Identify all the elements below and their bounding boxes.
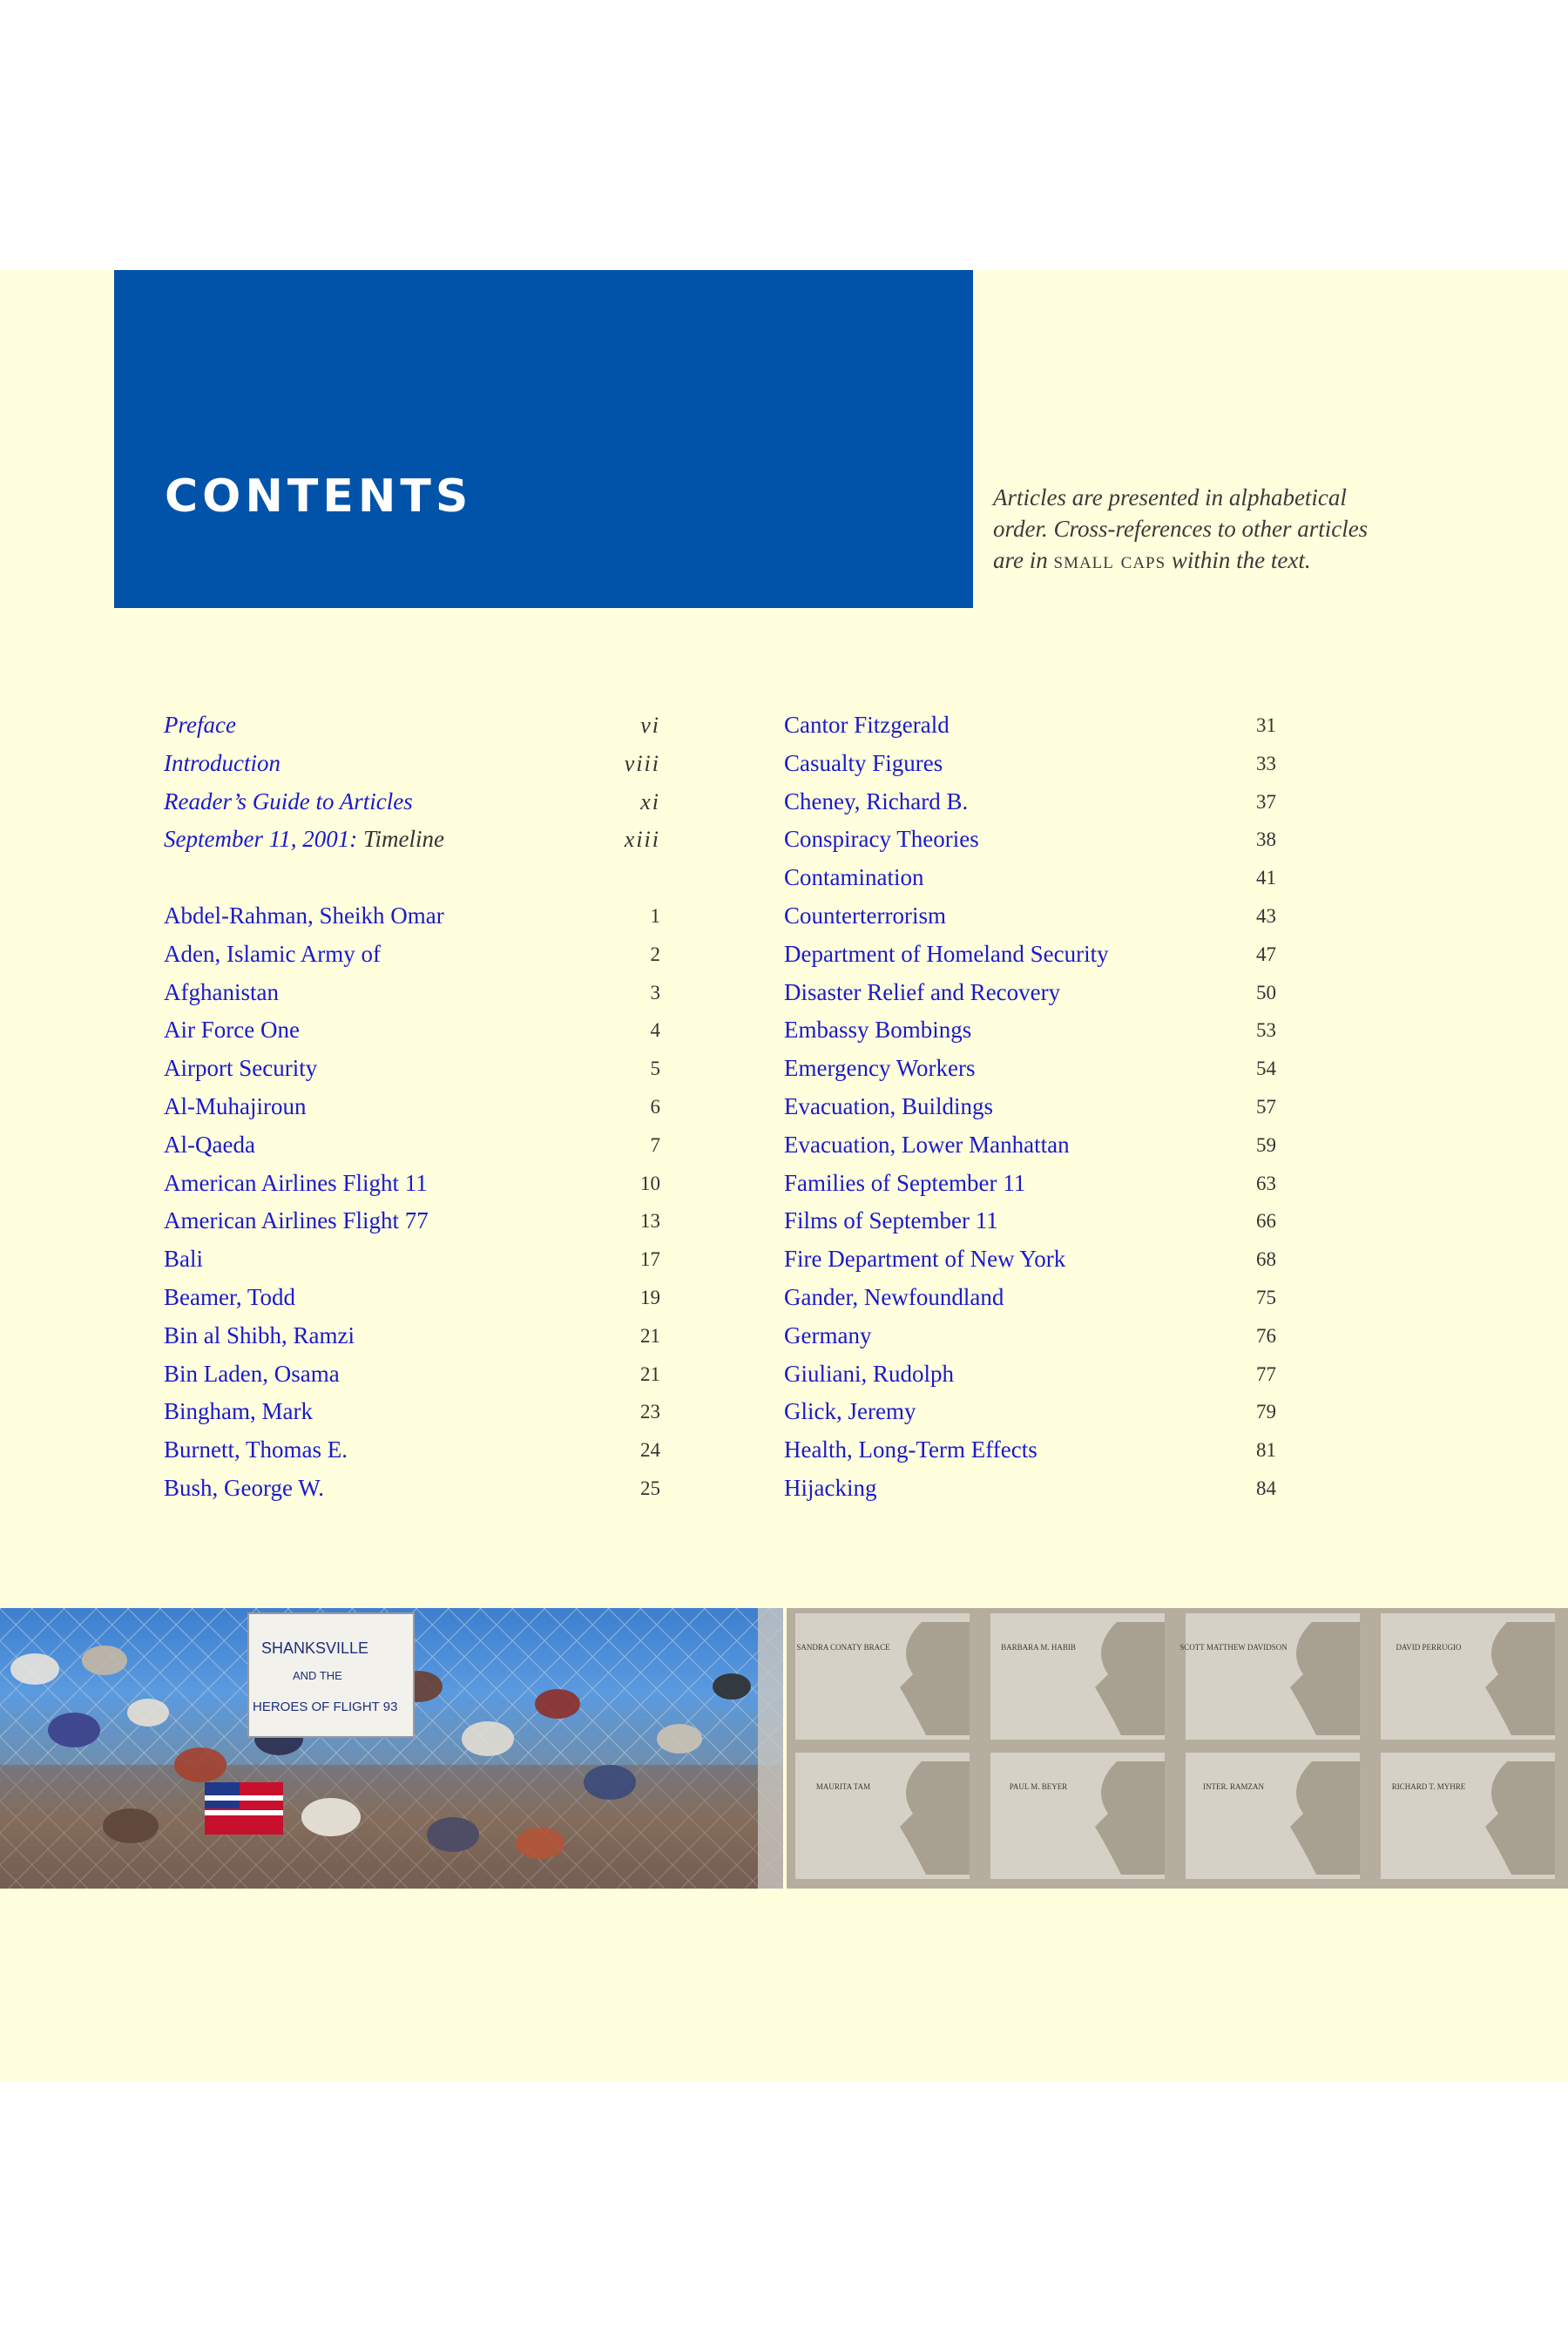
plaque-name: BARBARA M. HABIB bbox=[1001, 1643, 1076, 1652]
toc-entry[interactable] bbox=[784, 706, 1276, 745]
toc-entry-page: 57 bbox=[1256, 1095, 1276, 1118]
toc-entry-title: Preface bbox=[164, 712, 236, 738]
toc-entry-page: xi bbox=[640, 788, 660, 814]
toc-entry-title: Cantor Fitzgerald bbox=[784, 712, 950, 738]
toc-entry-title: Emergency Workers bbox=[784, 1055, 976, 1082]
toc-entry-page: 76 bbox=[1256, 1324, 1276, 1347]
toc-entry-title: Health, Long-Term Effects bbox=[784, 1436, 1037, 1463]
toc-entry[interactable] bbox=[784, 1126, 1276, 1165]
toc-entry-page: 54 bbox=[1256, 1058, 1276, 1080]
toc-entry-title: Evacuation, Lower Manhattan bbox=[784, 1131, 1070, 1158]
toc-entry-title: Conspiracy Theories bbox=[784, 826, 979, 853]
toc-entry[interactable] bbox=[164, 1240, 660, 1279]
toc-entry-title: Afghanistan bbox=[164, 978, 279, 1005]
toc-entry[interactable] bbox=[164, 1011, 660, 1050]
toc-entry[interactable] bbox=[784, 1393, 1276, 1431]
toc-entry-page: 21 bbox=[640, 1324, 660, 1347]
toc-entry-page: 38 bbox=[1256, 828, 1276, 851]
plaque-name: MAURITA TAM bbox=[815, 1782, 871, 1791]
toc-column-left bbox=[164, 706, 660, 1508]
toc-entry-title: Aden, Islamic Army of bbox=[164, 940, 381, 967]
toc-entry[interactable] bbox=[164, 1279, 660, 1317]
timeline-title-plain: Timeline bbox=[357, 826, 444, 853]
toc-entry-title: Department of Homeland Security bbox=[784, 940, 1109, 967]
toc-entry-page: 4 bbox=[650, 1019, 660, 1042]
toc-entry-page: 2 bbox=[650, 943, 660, 965]
toc-entry-title: Abdel-Rahman, Sheikh Omar bbox=[164, 902, 444, 929]
toc-entry[interactable] bbox=[164, 1050, 660, 1088]
toc-entry[interactable] bbox=[784, 936, 1276, 974]
toc-entry[interactable] bbox=[784, 1202, 1276, 1240]
plaque-name: DAVID PERRUGIO bbox=[1396, 1643, 1462, 1652]
toc-entry-page: 33 bbox=[1256, 752, 1276, 774]
toc-entry-title: Air Force One bbox=[164, 1017, 300, 1044]
toc-entry[interactable] bbox=[784, 1050, 1276, 1088]
toc-entry-title: Bingham, Mark bbox=[164, 1398, 313, 1425]
plaque-name: SCOTT MATTHEW DAVIDSON bbox=[1179, 1643, 1288, 1652]
sign-line-2: AND THE bbox=[293, 1669, 342, 1682]
toc-entry[interactable] bbox=[784, 859, 1276, 897]
toc-entry-title: Gander, Newfoundland bbox=[784, 1283, 1004, 1310]
toc-entry[interactable] bbox=[784, 1088, 1276, 1126]
toc-entry-title: Bali bbox=[164, 1246, 203, 1273]
arrangement-note bbox=[993, 482, 1402, 576]
toc-entry-title: Al-Qaeda bbox=[164, 1131, 255, 1158]
toc-entry[interactable] bbox=[164, 897, 660, 936]
toc-entry-title bbox=[164, 821, 444, 859]
memorial-plaques-illustration bbox=[787, 1608, 1568, 1889]
toc-entry[interactable] bbox=[164, 974, 660, 1012]
toc-entry-page: 84 bbox=[1256, 1477, 1276, 1499]
toc-entry-title: Giuliani, Rudolph bbox=[784, 1360, 954, 1387]
toc-entry[interactable] bbox=[784, 1317, 1276, 1355]
toc-entry-title: Disaster Relief and Recovery bbox=[784, 978, 1061, 1005]
toc-entry[interactable] bbox=[784, 1279, 1276, 1317]
plaque-name: PAUL M. BEYER bbox=[1009, 1782, 1068, 1791]
toc-entry[interactable] bbox=[784, 1431, 1276, 1470]
contents-header-box bbox=[114, 270, 973, 608]
toc-column-right bbox=[784, 706, 1276, 1508]
memorial-fence-photo bbox=[0, 1608, 783, 1889]
toc-entry[interactable] bbox=[784, 897, 1276, 936]
toc-entry-page: 7 bbox=[650, 1133, 660, 1156]
toc-entry[interactable] bbox=[784, 1470, 1276, 1508]
toc-entry[interactable] bbox=[164, 1202, 660, 1240]
toc-entry-readers-guide[interactable] bbox=[164, 783, 660, 821]
toc-entry-page: 47 bbox=[1256, 943, 1276, 965]
section-gap bbox=[164, 859, 660, 897]
memorial-plaques-photo bbox=[787, 1608, 1568, 1889]
toc-entry-title: Bin Laden, Osama bbox=[164, 1360, 340, 1387]
toc-entry-title: Bin al Shibh, Ramzi bbox=[164, 1321, 355, 1348]
toc-entry-title: Reader’s Guide to Articles bbox=[164, 787, 413, 814]
toc-entry-page: 53 bbox=[1256, 1019, 1276, 1042]
note-text-1: Articles are presented in alphabetical order. Cross-references to other articles are in bbox=[993, 484, 1369, 573]
toc-entry-page: 19 bbox=[640, 1286, 660, 1308]
toc-entry[interactable] bbox=[164, 1393, 660, 1431]
toc-entry-introduction[interactable] bbox=[164, 745, 660, 783]
toc-entry-page: 63 bbox=[1256, 1172, 1276, 1194]
toc-entry-title: American Airlines Flight 77 bbox=[164, 1207, 429, 1234]
toc-entry-page: 75 bbox=[1256, 1286, 1276, 1308]
toc-entry-title: Evacuation, Buildings bbox=[784, 1092, 993, 1119]
toc-entry-title: Embassy Bombings bbox=[784, 1017, 972, 1044]
toc-entry-page: 6 bbox=[650, 1095, 660, 1118]
sign-line-3: HEROES OF FLIGHT 93 bbox=[253, 1700, 398, 1714]
plaque-name: INTER. RAMZAN bbox=[1203, 1782, 1264, 1791]
toc-entry-page: 25 bbox=[640, 1477, 660, 1499]
toc-entry-page: 21 bbox=[640, 1362, 660, 1385]
toc-entry-page: viii bbox=[624, 750, 660, 776]
toc-entry[interactable] bbox=[784, 1165, 1276, 1203]
toc-entry[interactable] bbox=[164, 1165, 660, 1203]
toc-entry-title: Al-Muhajiroun bbox=[164, 1092, 307, 1119]
toc-entry-title: Airport Security bbox=[164, 1055, 318, 1082]
toc-entry[interactable] bbox=[784, 783, 1276, 821]
toc-entry-page: 1 bbox=[650, 904, 660, 927]
toc-entry[interactable] bbox=[784, 1240, 1276, 1279]
toc-entry-page: 37 bbox=[1256, 790, 1276, 813]
toc-entry-title: Introduction bbox=[164, 749, 280, 776]
toc-entry[interactable] bbox=[164, 1126, 660, 1165]
toc-entry-title: Bush, George W. bbox=[164, 1474, 325, 1501]
toc-entry-title: Germany bbox=[784, 1321, 872, 1348]
toc-entry[interactable] bbox=[164, 1470, 660, 1508]
toc-entry-timeline[interactable] bbox=[164, 821, 660, 859]
toc-entry-title: Hijacking bbox=[784, 1474, 877, 1501]
toc-entry-page: 23 bbox=[640, 1401, 660, 1423]
toc-entry[interactable] bbox=[784, 745, 1276, 783]
toc-entry[interactable] bbox=[164, 1088, 660, 1126]
toc-entry-title: Families of September 11 bbox=[784, 1169, 1026, 1196]
toc-entry-page: 81 bbox=[1256, 1439, 1276, 1462]
toc-entry-title: Beamer, Todd bbox=[164, 1283, 295, 1310]
toc-list-left bbox=[164, 897, 660, 1508]
toc-entry-title: Glick, Jeremy bbox=[784, 1398, 916, 1425]
toc-entry-page: 3 bbox=[650, 981, 660, 1004]
toc-entry[interactable] bbox=[164, 1355, 660, 1394]
toc-entry-page: 79 bbox=[1256, 1401, 1276, 1423]
toc-entry-title: Films of September 11 bbox=[784, 1207, 998, 1234]
toc-entry[interactable] bbox=[164, 936, 660, 974]
toc-entry-page: 5 bbox=[650, 1058, 660, 1080]
page-title: CONTENTS bbox=[165, 470, 473, 523]
toc-entry[interactable] bbox=[784, 1011, 1276, 1050]
toc-entry[interactable] bbox=[784, 974, 1276, 1012]
toc-entry-page: vi bbox=[640, 713, 660, 738]
toc-entry-page: 66 bbox=[1256, 1210, 1276, 1233]
note-text-2: within the text. bbox=[1166, 547, 1311, 573]
plaque-name: RICHARD T. MYHRE bbox=[1391, 1782, 1466, 1791]
toc-entry-title: Contamination bbox=[784, 864, 924, 891]
toc-entry-page: 68 bbox=[1256, 1248, 1276, 1271]
toc-entry-title: Cheney, Richard B. bbox=[784, 787, 969, 814]
toc-entry-page: 10 bbox=[640, 1172, 660, 1194]
toc-entry-page: 24 bbox=[640, 1439, 660, 1462]
toc-entry-page: 13 bbox=[640, 1210, 660, 1233]
toc-entry-title: Fire Department of New York bbox=[784, 1246, 1066, 1273]
toc-entry[interactable] bbox=[164, 1317, 660, 1355]
sign-line-1: SHANKSVILLE bbox=[261, 1639, 369, 1657]
toc-entry-page: xiii bbox=[624, 827, 660, 853]
toc-entry[interactable] bbox=[784, 821, 1276, 859]
toc-entry-page: 31 bbox=[1256, 714, 1276, 736]
toc-entry[interactable] bbox=[784, 1355, 1276, 1394]
toc-entry[interactable] bbox=[164, 1431, 660, 1470]
toc-list-right bbox=[784, 706, 1276, 1508]
toc-entry-preface[interactable] bbox=[164, 706, 660, 745]
timeline-title-italic: September 11, 2001: bbox=[164, 826, 358, 853]
toc-entry-page: 77 bbox=[1256, 1362, 1276, 1385]
toc-entry-page: 43 bbox=[1256, 904, 1276, 927]
toc-entry-title: Casualty Figures bbox=[784, 749, 943, 776]
memorial-fence-illustration bbox=[0, 1608, 783, 1889]
toc-entry-title: Counterterrorism bbox=[784, 902, 946, 929]
toc-entry-page: 17 bbox=[640, 1248, 660, 1271]
toc-entry-title: American Airlines Flight 11 bbox=[164, 1169, 428, 1196]
plaque-name: SANDRA CONATY BRACE bbox=[796, 1643, 890, 1652]
toc-entry-page: 41 bbox=[1256, 867, 1276, 889]
toc-entry-title: Burnett, Thomas E. bbox=[164, 1436, 348, 1463]
toc-entry-page: 50 bbox=[1256, 981, 1276, 1004]
toc-entry-page: 59 bbox=[1256, 1133, 1276, 1156]
note-small-caps: small caps bbox=[1053, 547, 1166, 573]
